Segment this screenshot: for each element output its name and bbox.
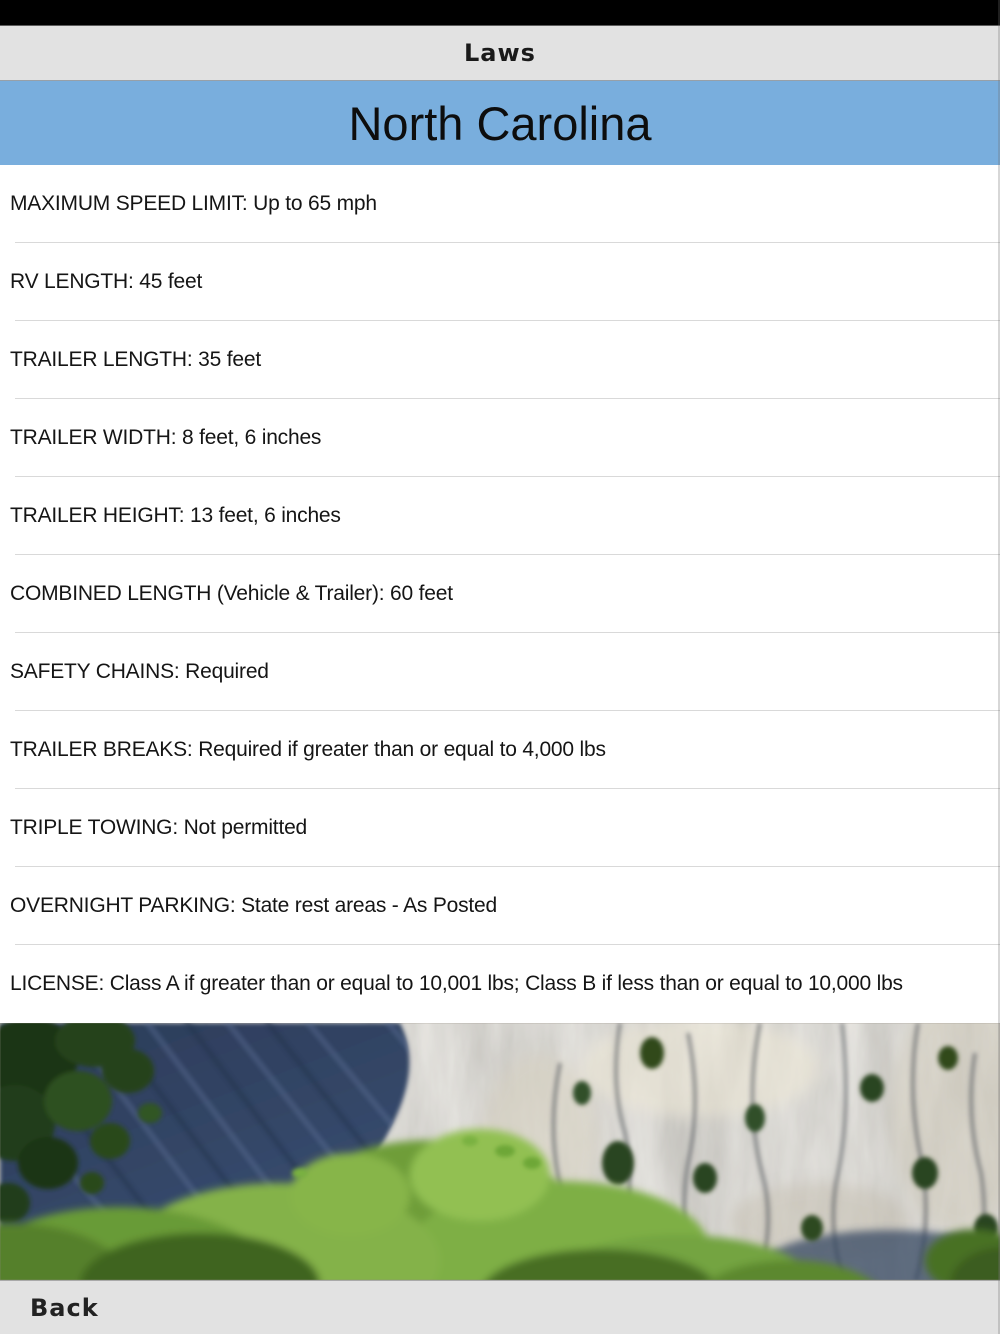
law-text: LICENSE: Class A if greater than or equal to 10,001 lbs; Class B if less than or equal to 10,000 lbs [10,972,903,995]
law-row-overnight-parking [0,867,1000,945]
status-bar [0,0,1000,26]
law-text: TRAILER WIDTH: 8 feet, 6 inches [10,426,322,449]
state-title: North Carolina [348,96,652,150]
law-row-triple-towing [0,789,1000,867]
law-row-trailer-height [0,477,1000,555]
state-header [0,81,1000,165]
law-text: COMBINED LENGTH (Vehicle & Trailer): 60 feet [10,582,453,605]
footer-bar [0,1280,1000,1334]
law-text: TRAILER LENGTH: 35 feet [10,348,261,371]
law-row-trailer-brakes [0,711,1000,789]
law-text: OVERNIGHT PARKING: State rest areas - As Posted [10,894,497,917]
law-row-combined-length [0,555,1000,633]
law-text: TRIPLE TOWING: Not permitted [10,816,308,839]
laws-list [0,165,1000,1023]
law-text: RV LENGTH: 45 feet [10,270,203,293]
law-text: SAFETY CHAINS: Required [10,660,269,683]
law-row-trailer-length [0,321,1000,399]
scenic-photo-image [0,1023,1000,1280]
law-text: MAXIMUM SPEED LIMIT: Up to 65 mph [10,192,377,215]
law-text: TRAILER BREAKS: Required if greater than or equal to 4,000 lbs [10,738,606,761]
back-button[interactable]: Back [0,1294,99,1322]
scenic-photo [0,1023,1000,1280]
page-title: Laws [464,39,536,67]
nav-bar [0,26,1000,81]
law-text: TRAILER HEIGHT: 13 feet, 6 inches [10,504,341,527]
law-row-speed-limit [0,165,1000,243]
law-row-trailer-width [0,399,1000,477]
law-row-rv-length [0,243,1000,321]
law-row-safety-chains [0,633,1000,711]
law-row-license [0,945,1000,1023]
